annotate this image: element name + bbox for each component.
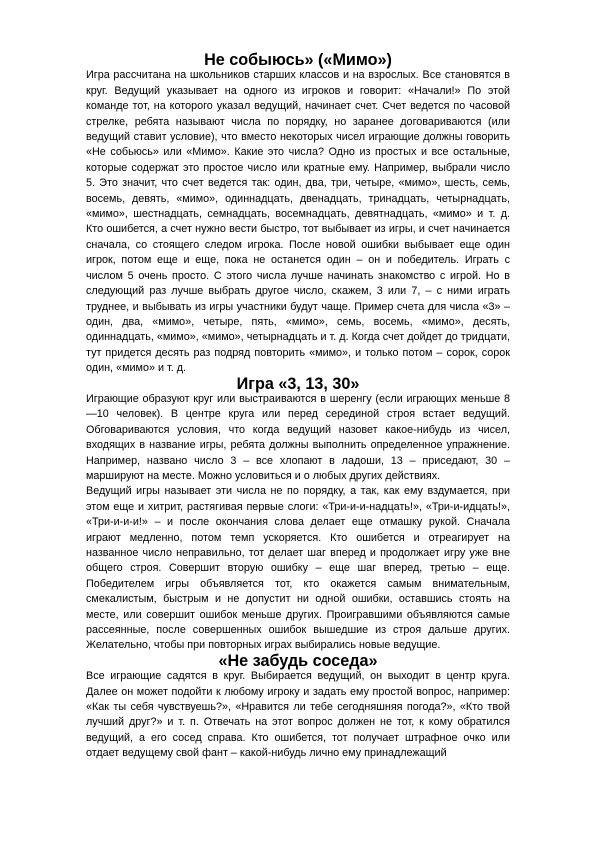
document-page [86, 53, 510, 762]
section-title: Не собыюсь» («Мимо») [204, 51, 392, 69]
paragraph: Ведущий игры называет эти числа не по порядку, а так, как ему вздумается, при этом еще и хитрит, растягивая первые слоги: «Три-и-и-надцать!», «Три-и-идцать!», «Три-и-и-и!» – и после окончания слова делает еще отмашку рукой. Сначала играют медленно, потом темп ускоряется. Кто ошибется и отреагирует на названное число неправильно, тот делает шаг вперед и продолжает игру уже вне общего строя. Совершит вторую ошибку – еще шаг вперед, третью – еще. Победителем игры объявляется тот, кто окажется самым внимательным, смекалистым, быстрым и не допустит ни одной ошибки, оставшись стоять на месте, или совершит ошибок меньше других. Проигравшими объявляются самые рассеянные, после совершенных ошибок вышедшие из строя дальше других. Желательно, чтобы при повторных играх выбирались новые ведущие. [86, 485, 510, 652]
paragraph: Все играющие садятся в круг. Выбирается ведущий, он выходит в центр круга. Далее он может подойти к любому игроку и задать ему простой вопрос, например: «Как ты себя чувствуешь?», «Нравится ли тебе сегодняшняя погода?», «Кто твой лучший друг?» и т. п. Отвечать на этот вопрос должен не тот, к кому обратился ведущий, а его сосед справа. Кто ошибется, тот получает штрафное очко или отдает ведущему свой фант – какой-нибудь лично ему принадлежащий [86, 670, 510, 760]
section-title: «Не забудь соседа» [218, 651, 378, 670]
section-title: Игра «3, 13, 30» [236, 374, 360, 393]
paragraph: Игра рассчитана на школьников старших классов и на взрослых. Все становятся в круг. Ведущий указывает на одного из игроков и говорит: «Начали!» По этой команде тот, на которого указал ведущий, начинает счет. Счет ведется по часовой стрелке, ребята называют числа по порядку, но заранее договариваются (или ведущий ставит условие), что вместо некоторых чисел играющие должны говорить «Не собьюсь» или «Мимо». Какие это числа? Одно из простых и все остальные, которые содержат это простое число или кратные ему. Например, выбрали число 5. Это значит, что счет ведется так: один, два, три, четыре, «мимо», шесть, семь, восемь, девять, «мимо», одиннадцать, двенадцать, тринадцать, четырнадцать, «мимо», шестнадцать, семнадцать, восемнадцать, девятнадцать, «мимо» и т. д. Кто ошибется, а счет нужно вести быстро, тот выбывает из игры, и счет начинается сначала, со стоящего следом игрока. После новой ошибки выбывает еще один игрок, потом еще и еще, пока не останется один – он и победитель. Играть с числом 5 очень просто. С этого числа лучше начинать знакомство с игрой. Но в следующий раз лучше выбрать другое число, скажем, 3 или 7, – с ними играть труднее, и выбывать из игры участники будут чаще. Пример счета для числа «3» – один, два, «мимо», четыре, пять, «мимо», семь, восемь, «мимо», десять, одиннадцать, «мимо», «мимо», четырнадцать и т. д. Когда счет дойдет до тридцати, тут придется десять раз подряд повторить «мимо», и только потом – сорок, сорок один, «мимо» и т. д. [86, 69, 510, 375]
section-3-13-30 [86, 374, 510, 654]
paragraph: Играющие образуют круг или выстраиваются в шеренгу (если играющих меньше 8 —10 человек). В центре круга или перед серединой строя встает ведущий. Обговариваются условия, что когда ведущий назовет какое-нибудь из чисел, входящих в название игры, ребята должны выполнить определенное упражнение. Например, названо число 3 – все хлопают в ладоши, 13 – приседают, 30 – маршируют на месте. Можно условиться и о любых других действиях. [86, 392, 510, 482]
section-ne-zabud-soseda [86, 651, 510, 762]
section-ne-sobyus [86, 53, 510, 377]
